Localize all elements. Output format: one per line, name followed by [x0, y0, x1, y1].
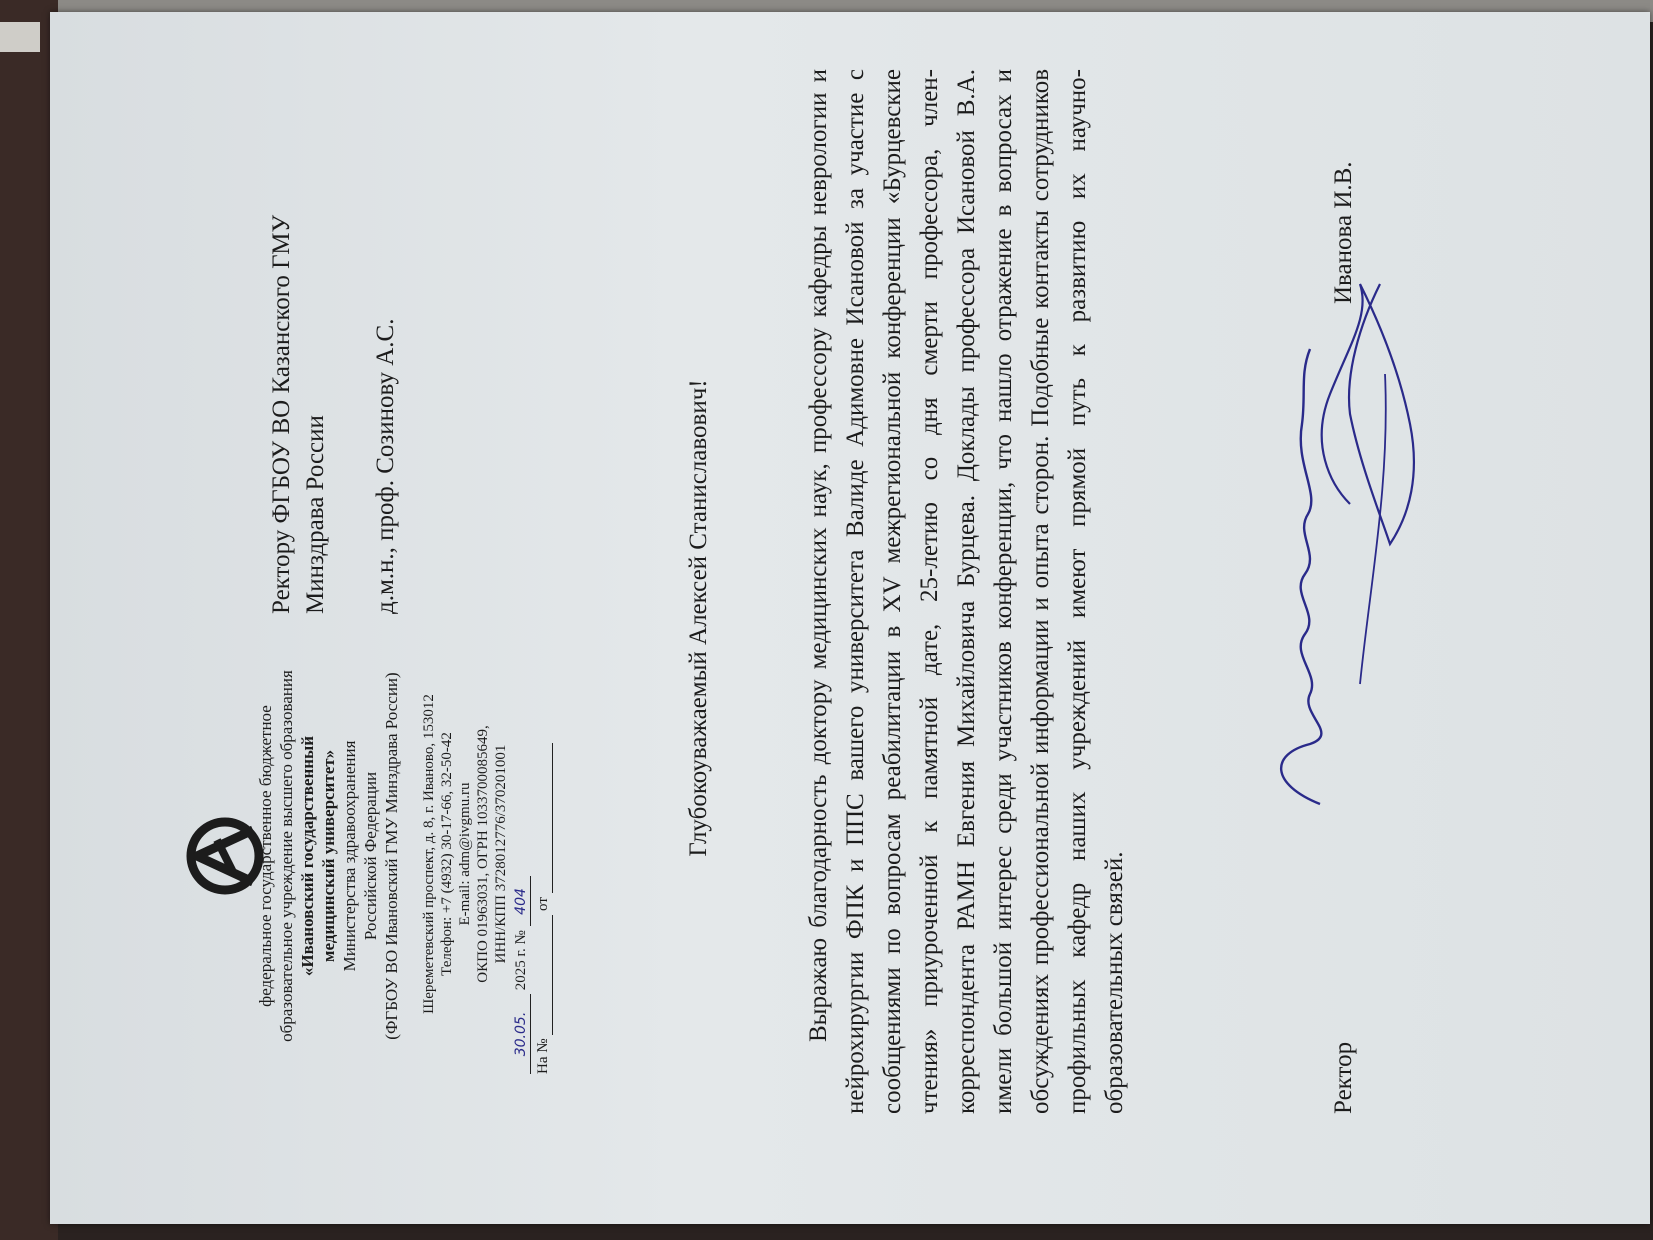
- salutation: Глубокоуважаемый Алексей Станиславович!: [685, 379, 712, 857]
- recipient-line-1: Ректору ФГБОУ ВО Казанского ГМУ: [268, 214, 295, 614]
- contact-block: [420, 634, 510, 1074]
- ministry-line-2: Российской Федерации: [361, 771, 380, 941]
- letter-page: [50, 12, 1650, 1224]
- org-short-name: (ФГБОУ ВО Ивановский ГМУ Минздрава России): [382, 672, 401, 1040]
- recipient-block: [265, 54, 403, 614]
- handwritten-signature: [1210, 244, 1470, 844]
- reference-line: [534, 634, 553, 1074]
- email: E-mail: adm@ivgmu.ru: [457, 782, 473, 926]
- ref-from: от: [535, 897, 551, 911]
- recipient-line-2: Минздрава России: [302, 415, 329, 614]
- ref-prefix: На №: [535, 1038, 551, 1074]
- phone: Телефон: +7 (4932) 30-17-66, 32-50-42: [439, 732, 455, 976]
- recipient-line-3: д.м.н., проф. Созинову А.С.: [372, 318, 399, 614]
- organization-header: [255, 636, 402, 1076]
- year-label: 2025 г. №: [513, 930, 529, 991]
- registration-line: [512, 634, 531, 1074]
- paper-sheet: [50, 12, 1650, 1224]
- org-line-1: федеральное государственное бюджетное: [256, 705, 275, 1007]
- address: Шереметевский проспект, д. 8, г. Иваново, 153012: [421, 694, 437, 1014]
- signature-role: Ректор: [1330, 1041, 1357, 1114]
- handwritten-date: 30.05.: [513, 1011, 529, 1057]
- handwritten-number: 404: [513, 888, 529, 915]
- ministry-line-1: Министерства здравоохранения: [340, 740, 359, 972]
- org-name-line-2: медицинский университет»: [319, 749, 338, 963]
- signature-name: Иванова И.В.: [1330, 161, 1357, 304]
- org-line-2: образовательное учреждение высшего образования: [277, 670, 296, 1042]
- inn-kpp: ИНН/КПП 3728012776/370201001: [493, 744, 509, 964]
- okpo-ogrn: ОКПО 01963031, ОГРН 1033700085649,: [475, 725, 491, 983]
- letter-body: Выражаю благодарность доктору медицинских наук, профессору кафедры неврологии и нейрохирургии ФПК и ППС вашего университета Валиде Адимовне Исановой за участие с сообщениями по вопросам реабилитации в XV межрегиональной конференции «Бурцевские чтения» приуроченной к памятной дате, 25-летию со дня смерти профессора, член-корреспондента РАМН Евгения Михайловича Бурцева. Доклады профессора Исановой В.А. имели большой интерес среди участников конференции, что нашло отражение в вопросах и обсуждениях профессиональной информации и опыта сторон. Подобные контакты сотрудников профильных кафедр наших учреждений имеют прямой путь к развитию их научно-образовательных связей.: [805, 69, 1128, 1114]
- org-name-line-1: «Ивановский государственный: [298, 735, 317, 977]
- background-glare: [0, 22, 40, 52]
